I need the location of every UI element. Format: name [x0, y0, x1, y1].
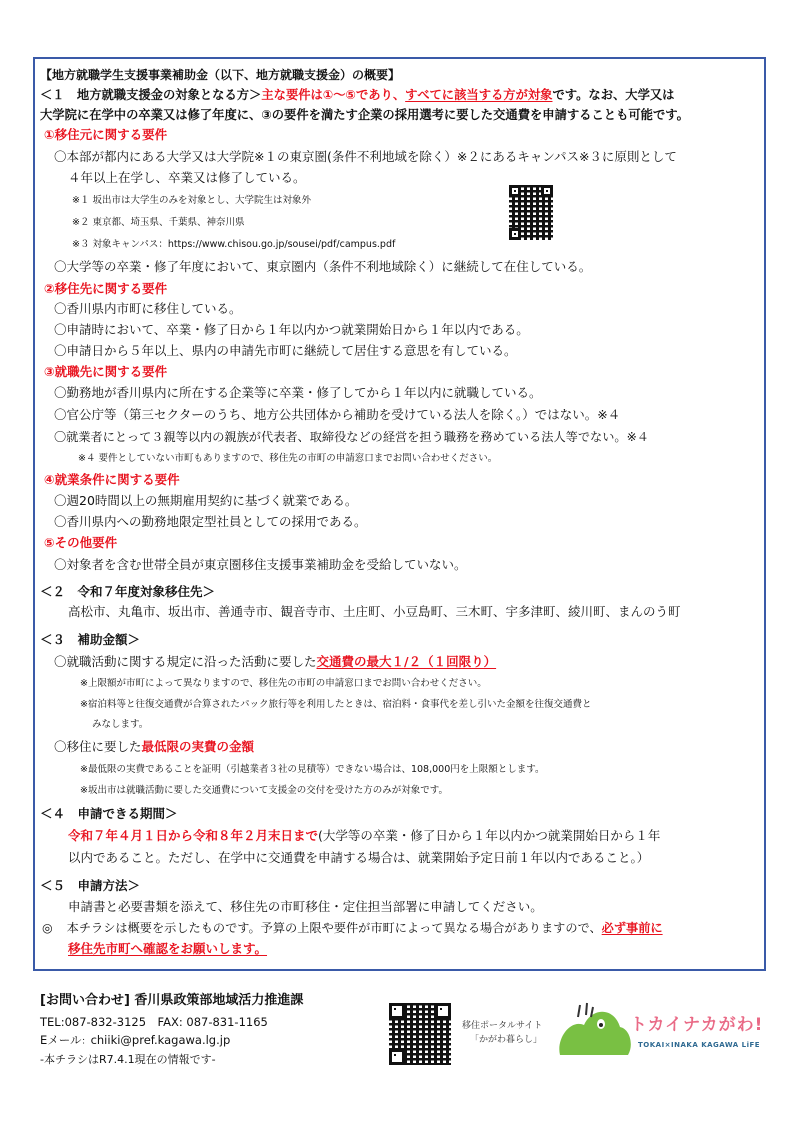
req3-note4: ※４ 要件としていない市町もありますので、移住先の市町の申請窓口までお問い合わせください。: [78, 453, 498, 464]
info-date: -本チラシはR7.4.1現在の情報です-: [40, 1053, 216, 1066]
confirm-notice-1: 必ず事前に: [601, 921, 663, 935]
section3-item2: [54, 739, 254, 755]
section3-item1-text: 〇就職活動に関する規定に沿った活動に要した: [54, 654, 317, 669]
req1-title: ①移住元に関する要件: [44, 127, 168, 142]
campus-qr-code: [509, 185, 553, 240]
document-title: 【地方就職学生支援事業補助金（以下、地方就職支援金）の概要】: [40, 68, 401, 82]
req5-title: ⑤その他要件: [44, 535, 118, 550]
portal-site-line1: 移住ポータルサイト: [462, 1021, 543, 1031]
section5-body: 申請書と必要書類を添えて、移住先の市町移住・定住担当部署に申請してください。: [68, 899, 543, 914]
kagawa-mascot-icon: [554, 997, 636, 1063]
section5-note-text: 本チラシは概要を示したものです。予算の上限や要件が市町によって異なる場合がありますので、: [66, 921, 602, 935]
req2-item2: 〇申請時において、卒業・修了日から１年以内かつ就業開始日から１年以内である。: [54, 322, 529, 337]
section4-line2: 以内であること。ただし、在学中に交通費を申請する場合は、就業開始予定日前１年以内であること。）: [68, 850, 650, 865]
contact-email[interactable]: chiiki@pref.kagawa.lg.jp: [90, 1033, 231, 1047]
section3-item1: [54, 654, 496, 670]
req1-note1: ※１ 坂出市は大学生のみを対象とし、大学院生は対象外: [72, 195, 311, 206]
req1-item2: 〇大学等の卒業・修了年度において、東京圏内（条件不利地域除く）に継続して在住している。: [54, 259, 592, 274]
section3-note2-line1: ※宿泊料等と往復交通費が合算されたパック旅行等を利用したときは、宿泊料・食事代を差し引いた金額を往復交通費と: [80, 699, 592, 710]
req3-title: ③就職先に関する要件: [44, 364, 168, 379]
req1-note3: ※３ 対象キャンパス：https://www.chisou.go.jp/sousei/pdf/campus.pdf: [72, 239, 396, 250]
contact-tel-fax: TEL:087-832-3125 FAX: 087-831-1165: [40, 1015, 268, 1029]
logo-subtext: TOKAI×INAKA KAGAWA LiFE: [638, 1041, 761, 1049]
req5-item1: 〇対象者を含む世帯全員が東京圏移住支援事業補助金を受給していない。: [54, 557, 467, 572]
transport-cost-highlight: 交通費の最大１/２（１回限り）: [316, 654, 497, 669]
req1-item1-line2: ４年以上在学し、卒業又は修了している。: [68, 170, 306, 185]
contact-email-row: Eメール：chiiki@pref.kagawa.lg.jp: [40, 1033, 231, 1047]
moving-cost-highlight: 最低限の実費の金額: [141, 739, 255, 754]
application-period: 令和７年４月１日から令和８年２月末日まで: [68, 828, 319, 843]
section2-heading: ＜２ 令和７年度対象移住先＞: [40, 584, 216, 599]
section5-heading: ＜５ 申請方法＞: [40, 878, 141, 893]
section1-lead-red-2: すべてに該当する方が対象: [405, 88, 553, 102]
section3-note3: ※最低限の実費であることを証明（引越業者３社の見積等）できない場合は、108,000円を上限額とします。: [80, 764, 545, 775]
contact-label: [お問い合わせ]: [40, 993, 130, 1008]
note-mark: ◎: [42, 921, 53, 935]
section1-lead-line2: 大学院に在学中の卒業又は修了年度に、③の要件を満たす企業の採用選考に要した交通費を申請することも可能です。: [40, 108, 689, 122]
req3-item1: 〇勤務地が香川県内に所在する企業等に卒業・修了してから１年以内に就職している。: [54, 385, 542, 400]
section2-municipalities: 高松市、丸亀市、坂出市、善通寺市、観音寺市、土庄町、小豆島町、三木町、宇多津町、綾川町、まんのう町: [68, 604, 681, 619]
req2-title: ②移住先に関する要件: [44, 281, 168, 296]
section4-period-rest: (大学等の卒業・修了日から１年以内かつ就業開始日から１年: [318, 828, 661, 843]
section1-lead-red-1: 主な要件は①～⑤であり、: [261, 88, 406, 102]
req4-title: ④就業条件に関する要件: [44, 472, 180, 487]
section1-heading: ＜１ 地方就職支援金の対象となる方＞: [40, 88, 262, 102]
section4-period: [68, 828, 660, 844]
portal-site-line2: 「かがわ暮らし」: [470, 1035, 543, 1045]
req4-item1: 〇週20時間以上の無期雇用契約に基づく就業である。: [54, 493, 358, 508]
section1-lead: [40, 87, 674, 103]
req1-item1-line1: 〇本部が都内にある大学又は大学院※１の東京圏(条件不利地域を除く）※２にあるキャンパス※３に原則として: [54, 149, 677, 164]
confirm-notice-2: 移住先市町へ確認をお願いします。: [68, 941, 268, 956]
req4-item2: 〇香川県内への勤務地限定型社員としての採用である。: [54, 514, 367, 529]
section3-item2-text: 〇移住に要した: [54, 739, 142, 754]
email-label: Eメール: [40, 1033, 82, 1047]
section3-note2-line2: みなします。: [92, 719, 149, 730]
section1-lead-rest: です。なお、大学又は: [552, 88, 675, 102]
department-name: 香川県政策部地域活力推進課: [134, 993, 304, 1008]
req2-item1: 〇香川県内市町に移住している。: [54, 301, 242, 316]
section3-note4: ※坂出市は就職活動に要した交通費について支援金の交付を受けた方のみが対象です。: [80, 785, 449, 796]
req2-item3: 〇申請日から５年以上、県内の申請先市町に継続して居住する意思を有している。: [54, 343, 517, 358]
section3-heading: ＜３ 補助金額＞: [40, 632, 141, 647]
logo-text: トカイナカがわ!: [630, 1015, 764, 1035]
section4-heading: ＜４ 申請できる期間＞: [40, 806, 178, 821]
req3-item3: 〇就業者にとって３親等以内の親族が代表者、取締役などの経営を担う職務を務めている法人等でない。※４: [54, 430, 649, 444]
section3-note1: ※上限額が市町によって異なりますので、移住先の市町の申請窓口までお問い合わせください。: [80, 678, 487, 689]
req1-note2: ※２ 東京都、埼玉県、千葉県、神奈川県: [72, 217, 245, 228]
req3-item2: 〇官公庁等（第三セクターのうち、地方公共団体から補助を受けている法人を除く。）ではない。※４: [54, 407, 621, 422]
portal-qr-code: [389, 1003, 451, 1065]
section5-note: [42, 920, 663, 936]
contact-heading: [40, 993, 303, 1009]
